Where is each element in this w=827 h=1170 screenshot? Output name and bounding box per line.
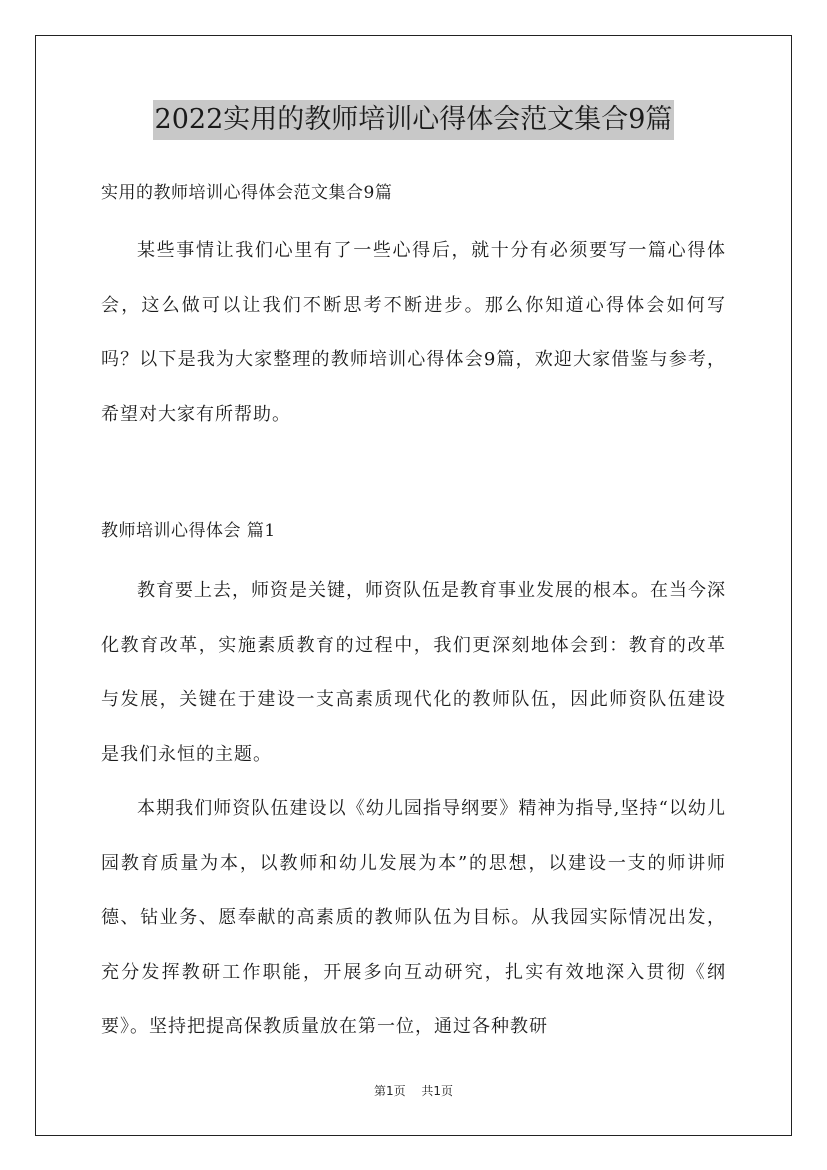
page-total: 共1页 — [421, 1084, 454, 1098]
section-paragraph-2: 本期我们师资队伍建设以《幼儿园指导纲要》精神为指导,坚持“以幼儿园教育质量为本，以教师和幼儿发展为本”的思想，以建设一支的师讲师德、钻业务、愿奉献的高素质的教师队伍为目标。从我园实际情况出发，充分发挥教研工作职能，开展多向互动研究，扎实有效地深入贯彻《纲要》。坚持把提高保教质量放在第一位，通过各种教研 — [101, 798, 726, 1037]
intro-paragraph: 某些事情让我们心里有了一些心得后，就十分有必须要写一篇心得体会，这么做可以让我们不断思考不断进步。那么你知道心得体会如何写吗？以下是我为大家整理的教师培训心得体会9篇，欢迎大家借鉴与参考，希望对大家有所帮助。 — [101, 240, 726, 425]
title-container — [0, 100, 827, 140]
document-body — [101, 172, 726, 1055]
document-title: 2022实用的教师培训心得体会范文集合9篇 — [153, 100, 675, 140]
section-heading: 教师培训心得体会 篇1 — [101, 521, 276, 541]
document-subtitle: 实用的教师培训心得体会范文集合9篇 — [101, 183, 393, 203]
page-number: 第1页 — [373, 1084, 406, 1098]
page-footer — [0, 1082, 827, 1099]
section-paragraph-1: 教育要上去，师资是关键，师资队伍是教育事业发展的根本。在当今深化教育改革，实施素质教育的过程中，我们更深刻地体会到：教育的改革与发展，关键在于建设一支高素质现代化的教师队伍，因此师资队伍建设是我们永恒的主题。 — [101, 580, 726, 765]
